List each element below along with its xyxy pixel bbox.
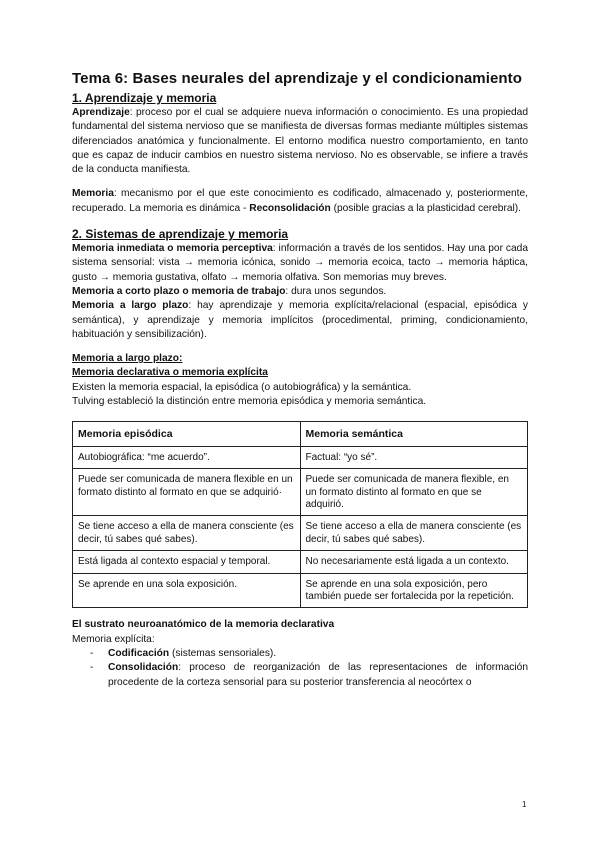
table-cell: Se aprende en una sola exposición.	[73, 573, 301, 608]
table-header-episodica: Memoria episódica	[73, 422, 301, 446]
consolidacion-text: : proceso de reorganización de las representaciones de información procedente de la corteza sensorial para su posterior transferencia al neocórtex o	[108, 662, 528, 688]
declarativa-subheading: Memoria declarativa o memoria explícita	[72, 367, 268, 379]
table-row	[73, 469, 528, 516]
aprendizaje-paragraph	[72, 106, 528, 177]
declarativa-line-2: Tulving estableció la distinción entre memoria episódica y memoria semántica.	[72, 396, 427, 408]
table-cell: Se tiene acceso a ella de manera consciente (es decir, tú sabes qué sabes).	[300, 516, 528, 551]
table-row	[73, 446, 528, 468]
reconsolidacion-term: Reconsolidación	[249, 202, 331, 214]
memoria-definition: : mecanismo por el que este conocimiento es codificado, almacenado y, posteriormente, recuperado. La memoria es dinámica -	[72, 188, 528, 214]
document-page	[72, 70, 528, 690]
table-cell: No necesariamente está ligada a un contexto.	[300, 551, 528, 573]
table-row	[73, 516, 528, 551]
memoria-paragraph	[72, 187, 528, 216]
table-header-semantica: Memoria semántica	[300, 422, 528, 446]
table-header-row	[73, 422, 528, 446]
table-cell: Está ligada al contexto espacial y temporal.	[73, 551, 301, 573]
inmediata-paragraph	[72, 242, 528, 285]
section-2-heading: 2. Sistemas de aprendizaje y memoria	[72, 227, 289, 242]
sustrato-list	[72, 647, 528, 690]
declarativa-line-1: Existen la memoria espacial, la episódica (o autobiográfica) y la semántica.	[72, 381, 412, 393]
corto-definition: : dura unos segundos.	[285, 285, 387, 297]
section-1-heading: 1. Aprendizaje y memoria	[72, 91, 217, 105]
codificacion-text: (sistemas sensoriales).	[169, 648, 277, 659]
table-cell: Se tiene acceso a ella de manera consciente (es decir, tú sabes qué sabes).	[73, 516, 301, 551]
table-cell: Se aprende en una sola exposición, pero también puede ser fortalecida por la repetición.	[300, 573, 528, 608]
codificacion-term: Codificación	[108, 648, 170, 659]
memory-comparison-table	[72, 421, 528, 608]
largo-term: Memoria a largo plazo	[72, 300, 189, 312]
table-row	[73, 551, 528, 573]
largo-plazo-heading: Memoria a largo plazo:	[72, 353, 183, 365]
page-number: 1	[522, 800, 527, 809]
sustrato-heading: El sustrato neuroanatómico de la memoria declarativa	[72, 619, 335, 631]
aprendizaje-term: Aprendizaje	[72, 107, 130, 118]
corto-term: Memoria a corto plazo o memoria de trabajo	[72, 285, 286, 297]
sustrato-intro: Memoria explícita:	[72, 633, 155, 645]
list-item	[72, 647, 528, 661]
aprendizaje-definition: : proceso por el cual se adquiere nueva información o conocimiento. Es una propiedad fundamental del sistema nervioso que se manifiesta de diversas formas mediante múltiples sistemas diferenciados anatómica y funcionalmente. El entorno modifica nuestro comportamiento, en tanto que es capaz de inducir cambios en nuestro sistema nervioso. No es observable, se infiere a través de la conducta manifiesta.	[72, 107, 528, 176]
list-item	[72, 661, 528, 690]
corto-paragraph	[72, 285, 528, 299]
table-row	[73, 573, 528, 608]
consolidacion-term: Consolidación	[108, 662, 179, 674]
table-cell: Puede ser comunicada de manera flexible en un formato distinto al formato en que se adquirió·	[73, 469, 301, 516]
largo-definition: : hay aprendizaje y memoria explícita/relacional (espacial, episódica y semántica), y aprendizaje y memoria implícitos (procedimental, priming, condicionamiento, habituación y sensibilización).	[72, 300, 528, 340]
inmediata-term: Memoria inmediata o memoria perceptiva	[72, 243, 273, 255]
table-cell: Puede ser comunicada de manera flexible, en un formato distinto al formato en que se adquirió.	[300, 469, 528, 516]
memoria-term: Memoria	[72, 188, 114, 200]
table-cell: Autobiográfica: “me acuerdo”.	[73, 446, 301, 468]
page-title: Tema 6: Bases neurales del aprendizaje y el condicionamiento	[72, 70, 523, 87]
largo-paragraph	[72, 299, 528, 342]
memoria-tail: (posible gracias a la plasticidad cerebral).	[330, 202, 522, 214]
table-cell: Factual: “yo sé”.	[300, 446, 528, 468]
inmediata-definition: : información a través de los sentidos. Hay una por cada sistema sensorial: vista → memoria icónica, sonido → memoria ecoica, tacto → memoria háptica, gusto → memoria gustativa, olfato → memoria olfativa. Son memorias muy breves.	[72, 243, 528, 283]
